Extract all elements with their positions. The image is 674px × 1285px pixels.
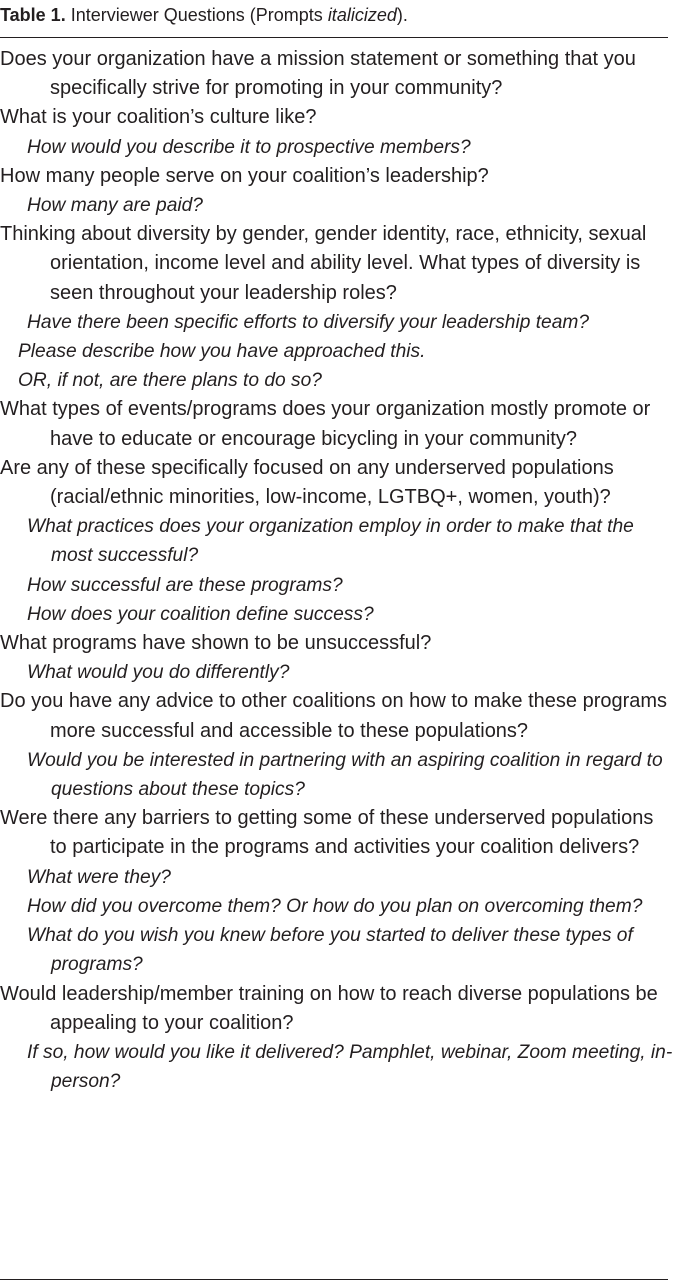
question-row: Would leadership/member training on how to reach diverse populations be appealing to your coalition? — [0, 982, 658, 1034]
question-row: Does your organization have a mission statement or something that you specifically strive for promoting in your community? — [0, 48, 636, 100]
table-caption-title-end: ). — [396, 5, 408, 25]
prompt-row: Have there been specific efforts to diversify your leadership team? — [27, 311, 590, 333]
question-row: What types of events/programs does your organization mostly promote or have to educate or encourage bicycling in your community? — [0, 398, 651, 450]
question-row: Thinking about diversity by gender, gender identity, race, ethnicity, sexual orientation, income level and ability level. What types of diversity is seen throughout your leadership roles? — [0, 223, 647, 304]
question-row: What is your coalition’s culture like? — [0, 106, 317, 129]
prompt-row: OR, if not, are there plans to do so? — [18, 370, 322, 392]
prompt-row: How does your coalition define success? — [27, 603, 374, 625]
prompt-row: If so, how would you like it delivered? Pamphlet, webinar, Zoom meeting, in-person? — [27, 1041, 673, 1093]
prompt-row: What practices does your organization employ in order to make that the most successful? — [27, 516, 634, 567]
table-caption-title: Interviewer Questions (Prompts — [70, 5, 328, 25]
question-row: Were there any barriers to getting some of these underserved populations to participate in the programs and activities your coalition delivers? — [0, 807, 654, 859]
prompt-row: How did you overcome them? Or how do you plan on overcoming them? — [27, 895, 643, 917]
table-caption-italic-word: italicized — [327, 5, 397, 25]
prompt-row: Please describe how you have approached this. — [18, 341, 426, 363]
question-row: Do you have any advice to other coalitions on how to make these programs more successful and accessible to these populations? — [0, 690, 668, 742]
table-top-rule — [0, 37, 668, 38]
question-row: What programs have shown to be unsuccessful? — [0, 632, 432, 655]
prompt-row: What would you do differently? — [27, 662, 290, 684]
question-row: Are any of these specifically focused on any underserved populations (racial/ethnic minorities, low-income, LGTBQ+, women, youth)? — [0, 456, 614, 509]
table-caption — [0, 4, 408, 26]
question-row: How many people serve on your coalition’s leadership? — [0, 164, 489, 187]
question-table — [0, 45, 674, 1096]
table-caption-label: Table 1. — [0, 5, 66, 25]
prompt-row: Would you be interested in partnering with an aspiring coalition in regard to questions about these topics? — [27, 749, 663, 801]
prompt-row: What do you wish you knew before you started to deliver these types of programs? — [27, 925, 633, 976]
table-bottom-rule — [0, 1279, 668, 1280]
prompt-row: What were they? — [27, 866, 171, 888]
prompt-row: How many are paid? — [27, 195, 203, 217]
prompt-row: How would you describe it to prospective members? — [27, 136, 471, 158]
prompt-row: How successful are these programs? — [27, 574, 343, 596]
